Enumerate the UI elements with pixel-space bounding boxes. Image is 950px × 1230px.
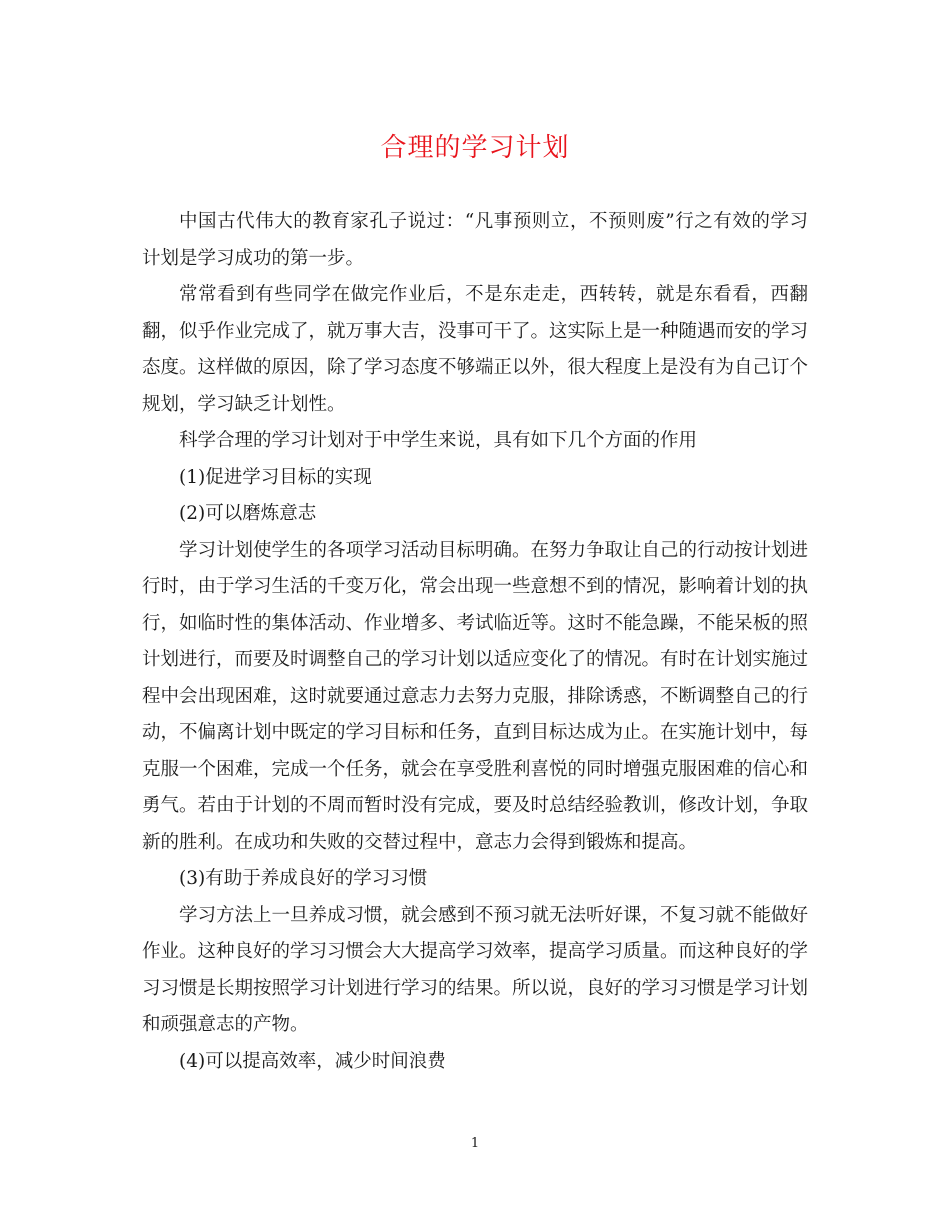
document-title: 合理的学习计划 — [380, 133, 570, 163]
document-body — [142, 204, 808, 1080]
list-item-3: (3)有助于养成良好的学习习惯 — [179, 868, 428, 889]
list-item-2: (2)可以磨炼意志 — [179, 503, 317, 524]
paragraph-habits: 学习方法上一旦养成习惯，就会感到不预习就无法听好课，不复习就不能做好作业。这种良好的学习习惯会大大提高学习效率，提高学习质量。而这种良好的学习习惯是长期按照学习计划进行学习的结果。所以说，良好的学习习惯是学习计划和顽强意志的产物。 — [142, 904, 809, 1035]
paragraph-problem: 常常看到有些同学在做完作业后，不是东走走，西转转，就是东看看，西翻翻，似乎作业完成了，就万事大吉，没事可干了。这实际上是一种随遇而安的学习态度。这样做的原因，除了学习态度不够端正以外，很大程度上是没有为自己订个规划，学习缺乏计划性。 — [142, 284, 809, 415]
list-item-1: (1)促进学习目标的实现 — [179, 466, 372, 488]
paragraph-intro: 中国古代伟大的教育家孔子说过：“凡事预则立，不预则废”行之有效的学习计划是学习成功的第一步。 — [142, 211, 808, 269]
paragraph-roles: 科学合理的学习计划对于中学生来说，具有如下几个方面的作用 — [179, 430, 698, 451]
paragraph-willpower: 学习计划使学生的各项学习活动目标明确。在努力争取让自己的行动按计划进行时，由于学习生活的千变万化，常会出现一些意想不到的情况，影响着计划的执行，如临时性的集体活动、作业增多、考试临近等。这时不能急躁，不能呆板的照计划进行，而要及时调整自己的学习计划以适应变化了的情况。有时在计划实施过程中会出现困难，这时就要通过意志力去努力克服，排除诱惑，不断调整自己的行动，不偏离计划中既定的学习目标和任务，直到目标达成为止。在实施计划中，每克服一个困难，完成一个任务，就会在享受胜利喜悦的同时增强克服困难的信心和勇气。若由于计划的不周而暂时没有完成，要及时总结经验教训，修改计划，争取新的胜利。在成功和失败的交替过程中，意志力会得到锻炼和提高。 — [142, 539, 809, 853]
page-number: 1 — [470, 1136, 480, 1151]
list-item-4: (4)可以提高效率，减少时间浪费 — [179, 1050, 446, 1072]
